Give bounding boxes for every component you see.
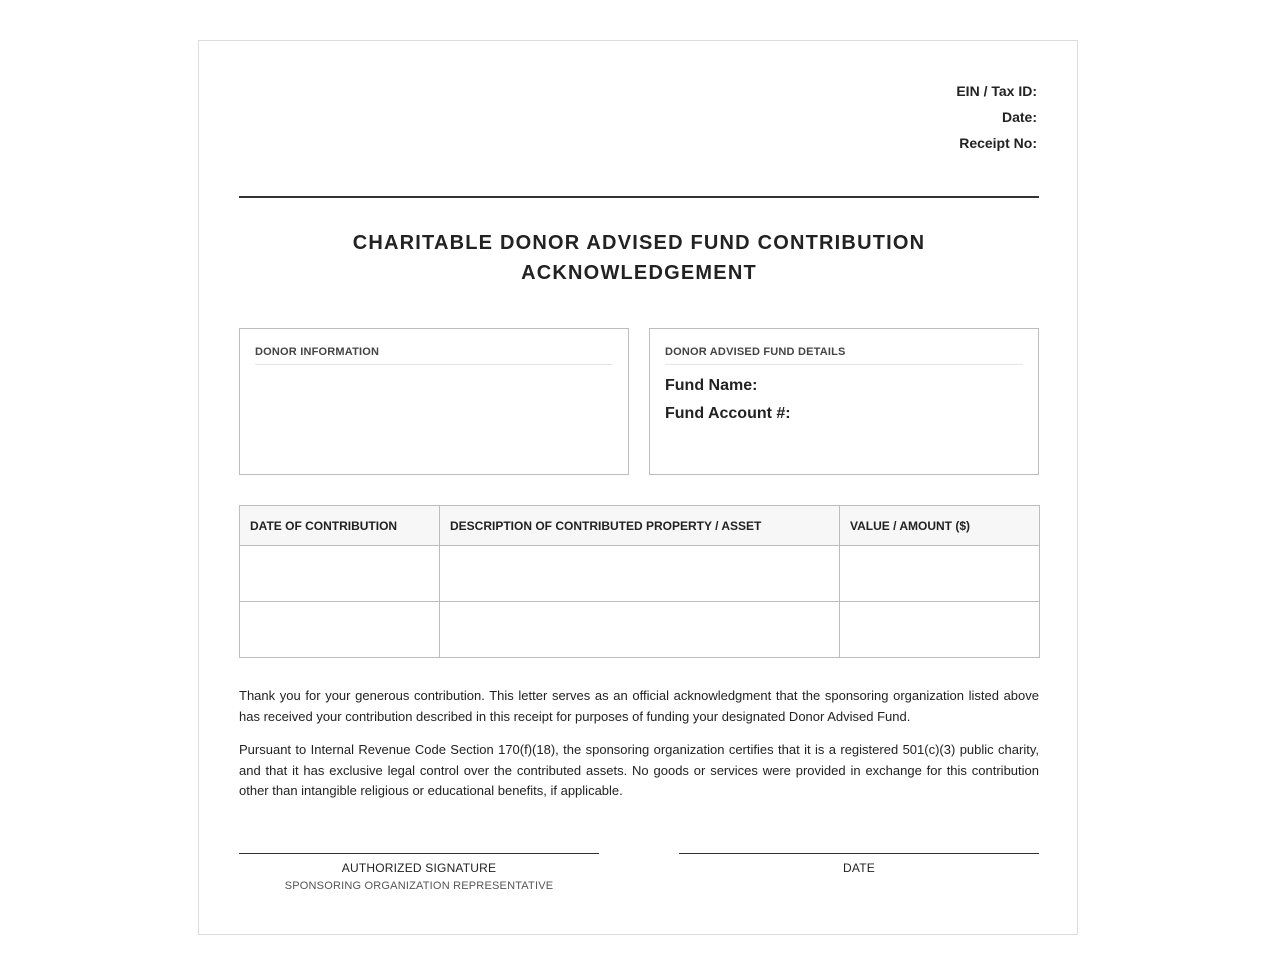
receipt-page [198,40,1078,935]
receipt-number-label: Receipt No: [959,135,1037,151]
table-header-row [240,506,1040,546]
date-label: Date: [1001,109,1037,125]
fund-details-label: DONOR ADVISED FUND DETAILS [665,346,1023,365]
column-header-description: DESCRIPTION OF CONTRIBUTED PROPERTY / ASSET [440,506,840,546]
document-title-line-1: CHARITABLE DONOR ADVISED FUND CONTRIBUTION [352,232,926,254]
ein-label: EIN / Tax ID: [956,83,1037,99]
table-cell-date [240,546,440,602]
document-title-line-2: ACKNOWLEDGEMENT [521,262,757,284]
authorized-signature-subcaption: SPONSORING ORGANIZATION REPRESENTATIVE [284,880,554,892]
fund-name-label: Fund Name: [665,377,758,394]
donor-information-label: DONOR INFORMATION [255,346,613,365]
column-header-value: VALUE / AMOUNT ($) [840,506,1040,546]
receipt-meta [956,83,1037,161]
fund-account-label: Fund Account #: [665,405,791,422]
table-cell-value [840,602,1040,658]
acknowledgment-paragraph: Thank you for your generous contribution. This letter serves as an official acknowledgment that the sponsoring organization listed above has received your contribution described in this receipt for purposes of funding your designated Donor Advised Fund. [239,688,1039,724]
table-cell-description [440,546,840,602]
signature-date-line [679,853,1039,875]
table-row [240,602,1040,658]
authorized-signature-caption: AUTHORIZED SIGNATURE [341,861,497,875]
table-cell-description [440,602,840,658]
document-title [239,228,1039,288]
irc-certification-paragraph: Pursuant to Internal Revenue Code Section 170(f)(18), the sponsoring organization certifies that it is a registered 501(c)(3) public charity, and that it has exclusive legal control over the contributed assets. No goods or services were provided in exchange for this contribution other than intangible religious or educational benefits, if applicable. [239,742,1039,798]
fund-details-box [649,328,1039,475]
table-row [240,546,1040,602]
header-divider [239,196,1039,198]
table-cell-value [840,546,1040,602]
table-cell-date [240,602,440,658]
column-header-date: DATE OF CONTRIBUTION [240,506,440,546]
signature-date-caption: DATE [843,861,875,875]
contributions-table [239,505,1040,658]
authorized-signature-line [239,853,599,892]
donor-information-box [239,328,629,475]
